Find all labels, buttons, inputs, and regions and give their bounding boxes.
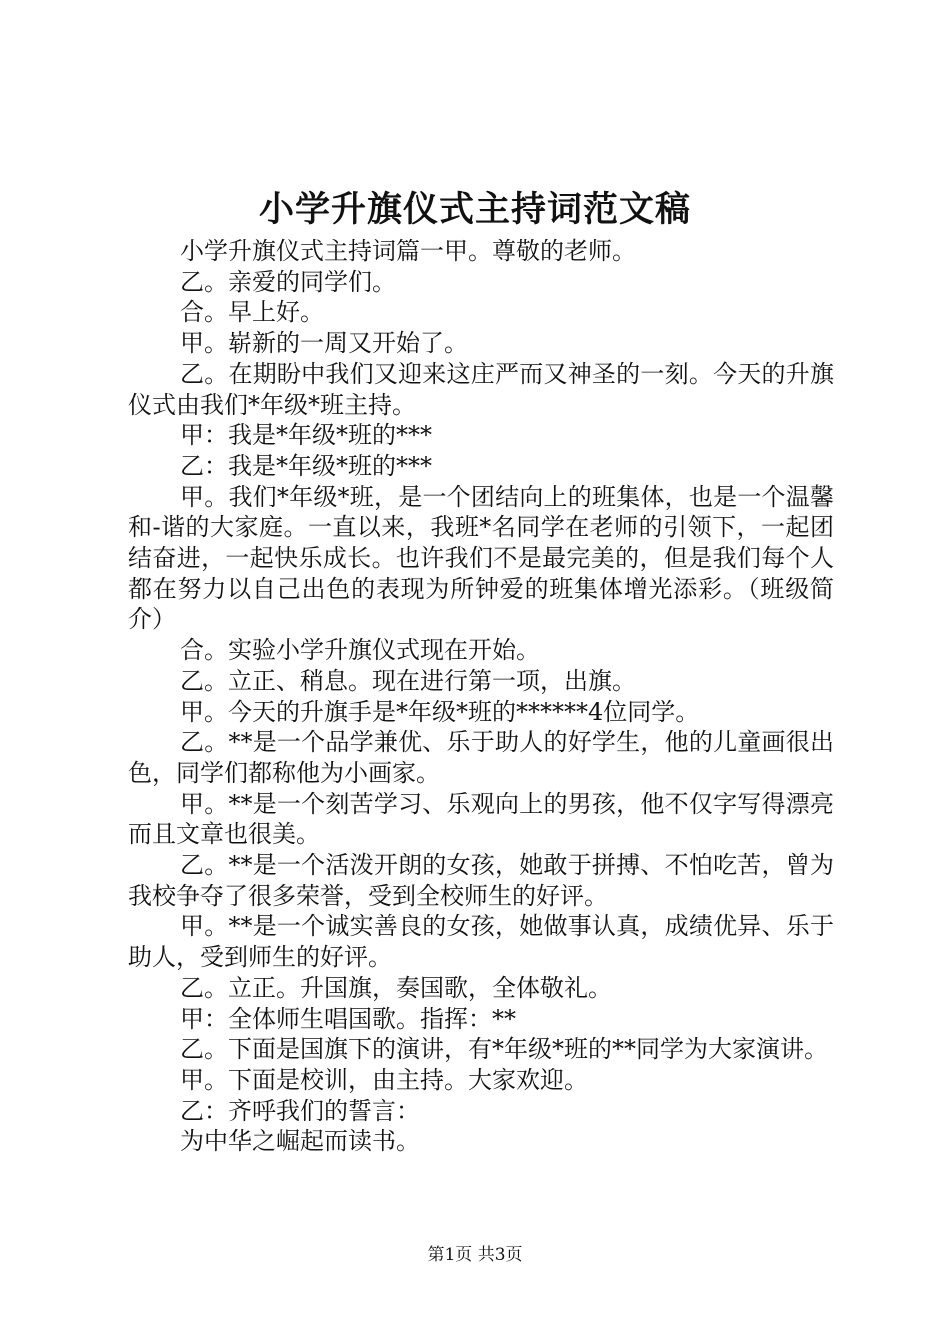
paragraph: 甲。**是一个诚实善良的女孩，她做事认真，成绩优异、乐于助人，受到师生的好评。 [128,912,834,972]
document-title: 小学升旗仪式主持词范文稿 [258,189,691,230]
paragraph: 乙。立正、稍息。现在进行第一项，出旗。 [180,666,636,695]
paragraph: 合。早上好。 [180,298,324,327]
paragraph: 甲。今天的升旗手是*年级*班的******4位同学。 [180,697,700,726]
paragraph: 甲：全体师生唱国歌。指挥：** [180,1004,516,1033]
paragraph: 乙。**是一个品学兼优、乐于助人的好学生，他的儿童画很出色，同学们都称他为小画家。 [128,728,834,787]
document-body [128,236,834,1157]
paragraph: 乙。**是一个活泼开朗的女孩，她敢于拼搏、不怕吃苦，曾为我校争夺了很多荣誉，受到全校师生的好评。 [128,851,834,910]
page-footer: 第1页 共3页 [427,1245,523,1265]
paragraph: 乙：我是*年级*班的*** [180,451,432,480]
paragraph: 乙。立正。升国旗，奏国歌，全体敬礼。 [180,973,612,1002]
paragraph: 甲。我们*年级*班，是一个团结向上的班集体，也是一个温馨和-谐的大家庭。一直以来，我班*名同学在老师的引领下，一起团结奋进，一起快乐成长。也许我们不是最完美的，但是我们每个人都在努力以自己出色的表现为所钟爱的班集体增光添彩。（班级简介） [128,482,834,634]
paragraph: 甲。下面是校训，由主持。大家欢迎。 [180,1065,588,1094]
paragraph: 小学升旗仪式主持词篇一甲。尊敬的老师。 [180,237,636,265]
paragraph: 甲。崭新的一周又开始了。 [180,329,468,358]
paragraph: 乙：齐呼我们的誓言： [180,1096,420,1125]
paragraph: 为中华之崛起而读书。 [180,1127,420,1156]
paragraph: 甲：我是*年级*班的*** [180,421,432,450]
paragraph: 合。实验小学升旗仪式现在开始。 [180,636,540,665]
paragraph: 甲。**是一个刻苦学习、乐观向上的男孩，他不仅字写得漂亮而且文章也很美。 [128,789,834,849]
paragraph: 乙。亲爱的同学们。 [180,267,396,296]
paragraph: 乙。在期盼中我们又迎来这庄严而又神圣的一刻。今天的升旗仪式由我们*年级*班主持。 [128,359,834,419]
paragraph: 乙。下面是国旗下的演讲，有*年级*班的**同学为大家演讲。 [180,1035,828,1064]
